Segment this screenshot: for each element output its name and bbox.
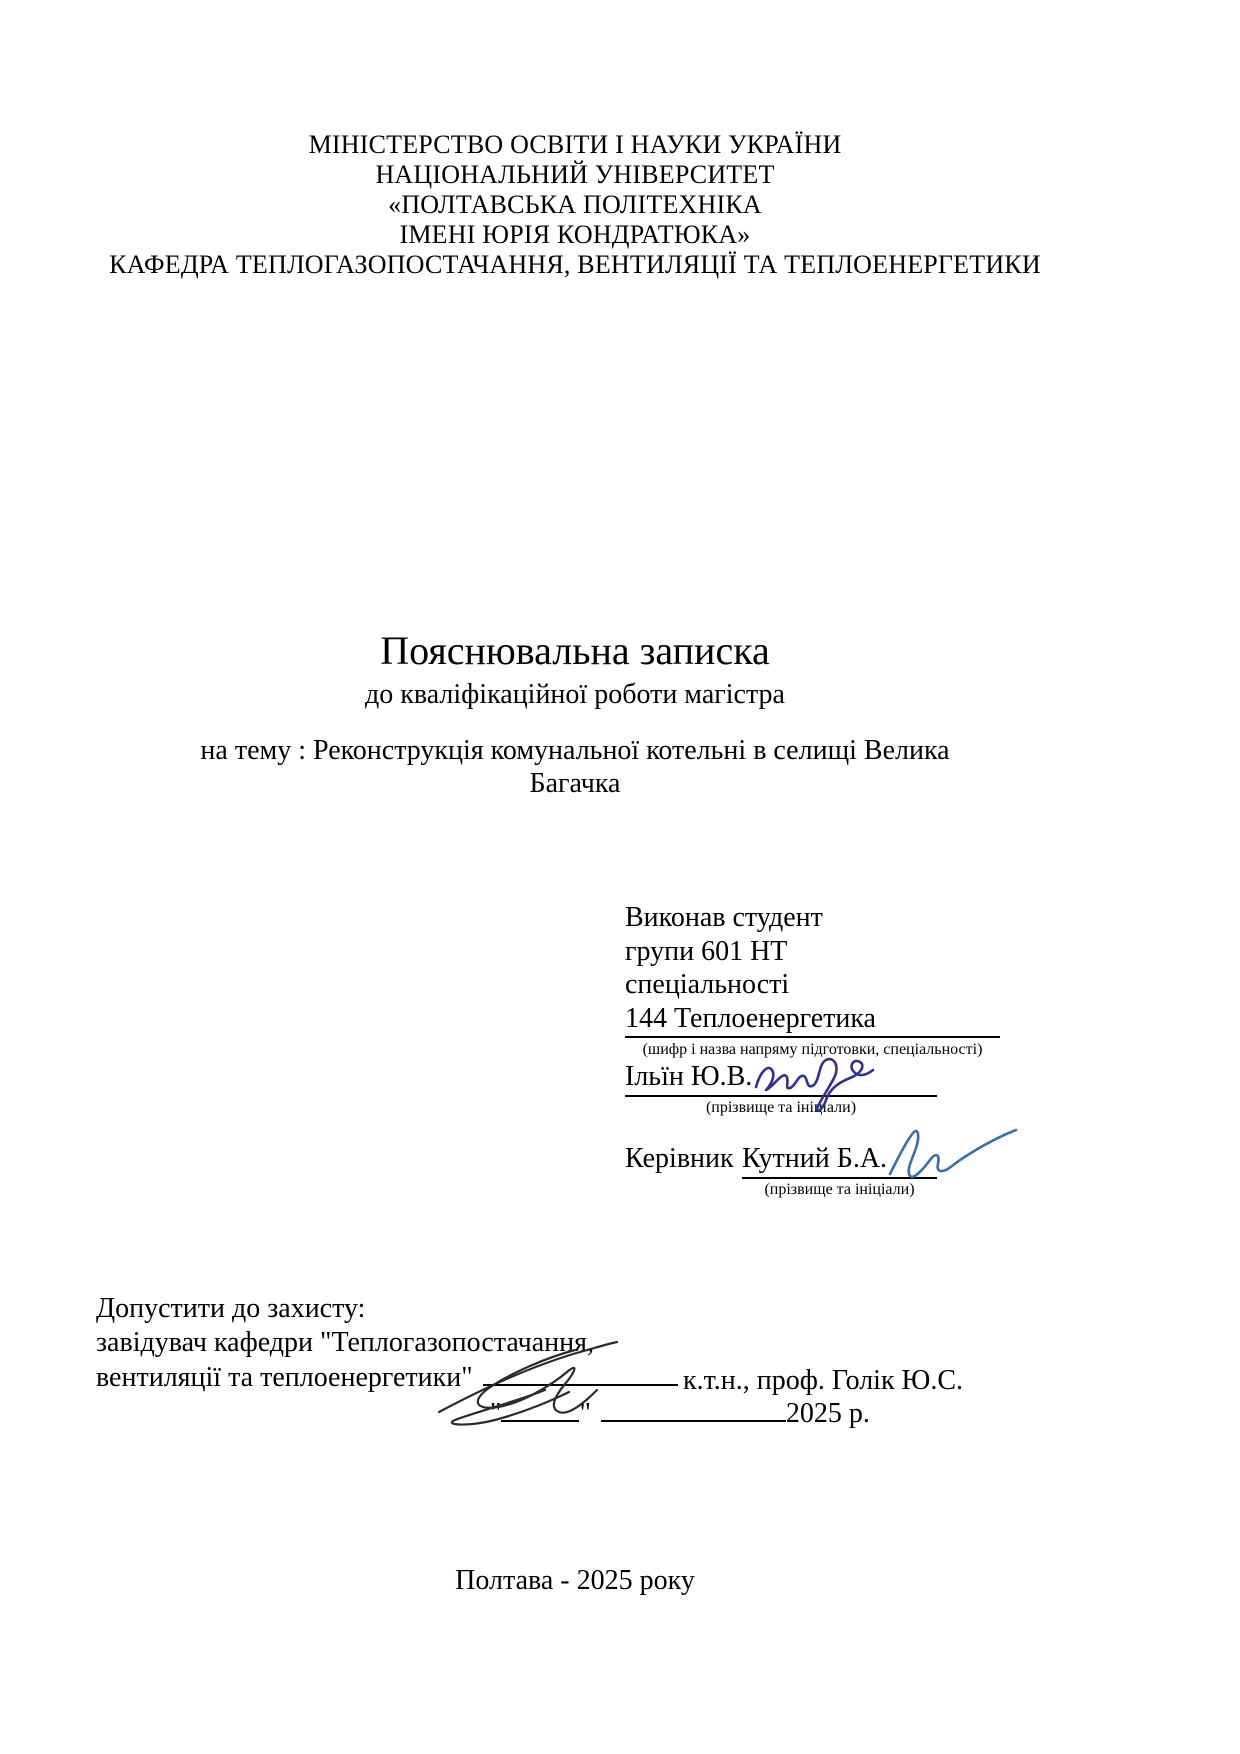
supervisor-caption: (прізвище та ініціали) bbox=[764, 1180, 915, 1198]
student-name-caption: (прізвище та ініціали) bbox=[705, 1098, 857, 1116]
document-subtitle: до кваліфікаційної роботи магістра bbox=[365, 679, 785, 710]
topic-line-1: на тему : Реконструкція комунальної котельні в селищі Велика bbox=[200, 735, 950, 766]
month-blank bbox=[601, 1396, 786, 1422]
year-text: 2025 р. bbox=[785, 1398, 870, 1429]
open-quote: " bbox=[490, 1398, 502, 1429]
day-blank bbox=[501, 1396, 579, 1422]
head-signature-blank bbox=[483, 1360, 678, 1386]
supervisor-row bbox=[625, 1142, 1085, 1200]
student-name-row bbox=[625, 1060, 1055, 1097]
group-line: групи 601 НТ bbox=[625, 935, 788, 967]
specialty-label: спеціальності bbox=[625, 969, 790, 1000]
specialty-caption: (шифр і назва напряму підготовки, спеціальності) bbox=[642, 1041, 983, 1058]
thesis-topic bbox=[0, 734, 1150, 800]
document-title: Пояснювальна записка bbox=[380, 628, 770, 673]
approval-line-2: завідувач кафедри "Теплогазопостачання, bbox=[96, 1327, 595, 1358]
date-line bbox=[490, 1396, 870, 1431]
approver-name: к.т.н., проф. Голік Ю.С. bbox=[683, 1365, 964, 1396]
footer-city-year: Полтава - 2025 року bbox=[455, 1565, 695, 1596]
university-line: НАЦІОНАЛЬНИЙ УНІВЕРСИТЕТ bbox=[375, 160, 775, 189]
university-name-line1: «ПОЛТАВСЬКА ПОЛІТЕХНІКА bbox=[388, 190, 762, 219]
student-block bbox=[625, 901, 1055, 1118]
supervisor-name-field: Кутний Б.А. bbox=[742, 1142, 937, 1179]
university-name-line2: ІМЕНІ ЮРІЯ КОНДРАТЮКА» bbox=[399, 220, 751, 249]
university-header bbox=[0, 130, 1150, 280]
student-name-field: Ільїн Ю.В. bbox=[625, 1060, 937, 1097]
specialty-row bbox=[625, 1002, 1055, 1039]
department-line: КАФЕДРА ТЕПЛОГАЗОПОСТАЧАННЯ, ВЕНТИЛЯЦІЇ ТА ТЕПЛОЕНЕРГЕТИКИ bbox=[109, 250, 1041, 279]
supervisor-label: Керівник bbox=[625, 1143, 734, 1174]
specialty-field: 144 Теплоенергетика bbox=[625, 1002, 1000, 1039]
performed-by-line: Виконав студент bbox=[625, 902, 823, 933]
ministry-line: МІНІСТЕРСТВО ОСВІТИ І НАУКИ УКРАЇНИ bbox=[308, 130, 842, 159]
approval-line-3-text: вентиляції та теплоенергетики" bbox=[96, 1362, 473, 1393]
approval-line-1: Допустити до захисту: bbox=[96, 1293, 366, 1324]
close-quote: " bbox=[579, 1398, 591, 1429]
topic-line-2: Багачка bbox=[529, 768, 621, 799]
